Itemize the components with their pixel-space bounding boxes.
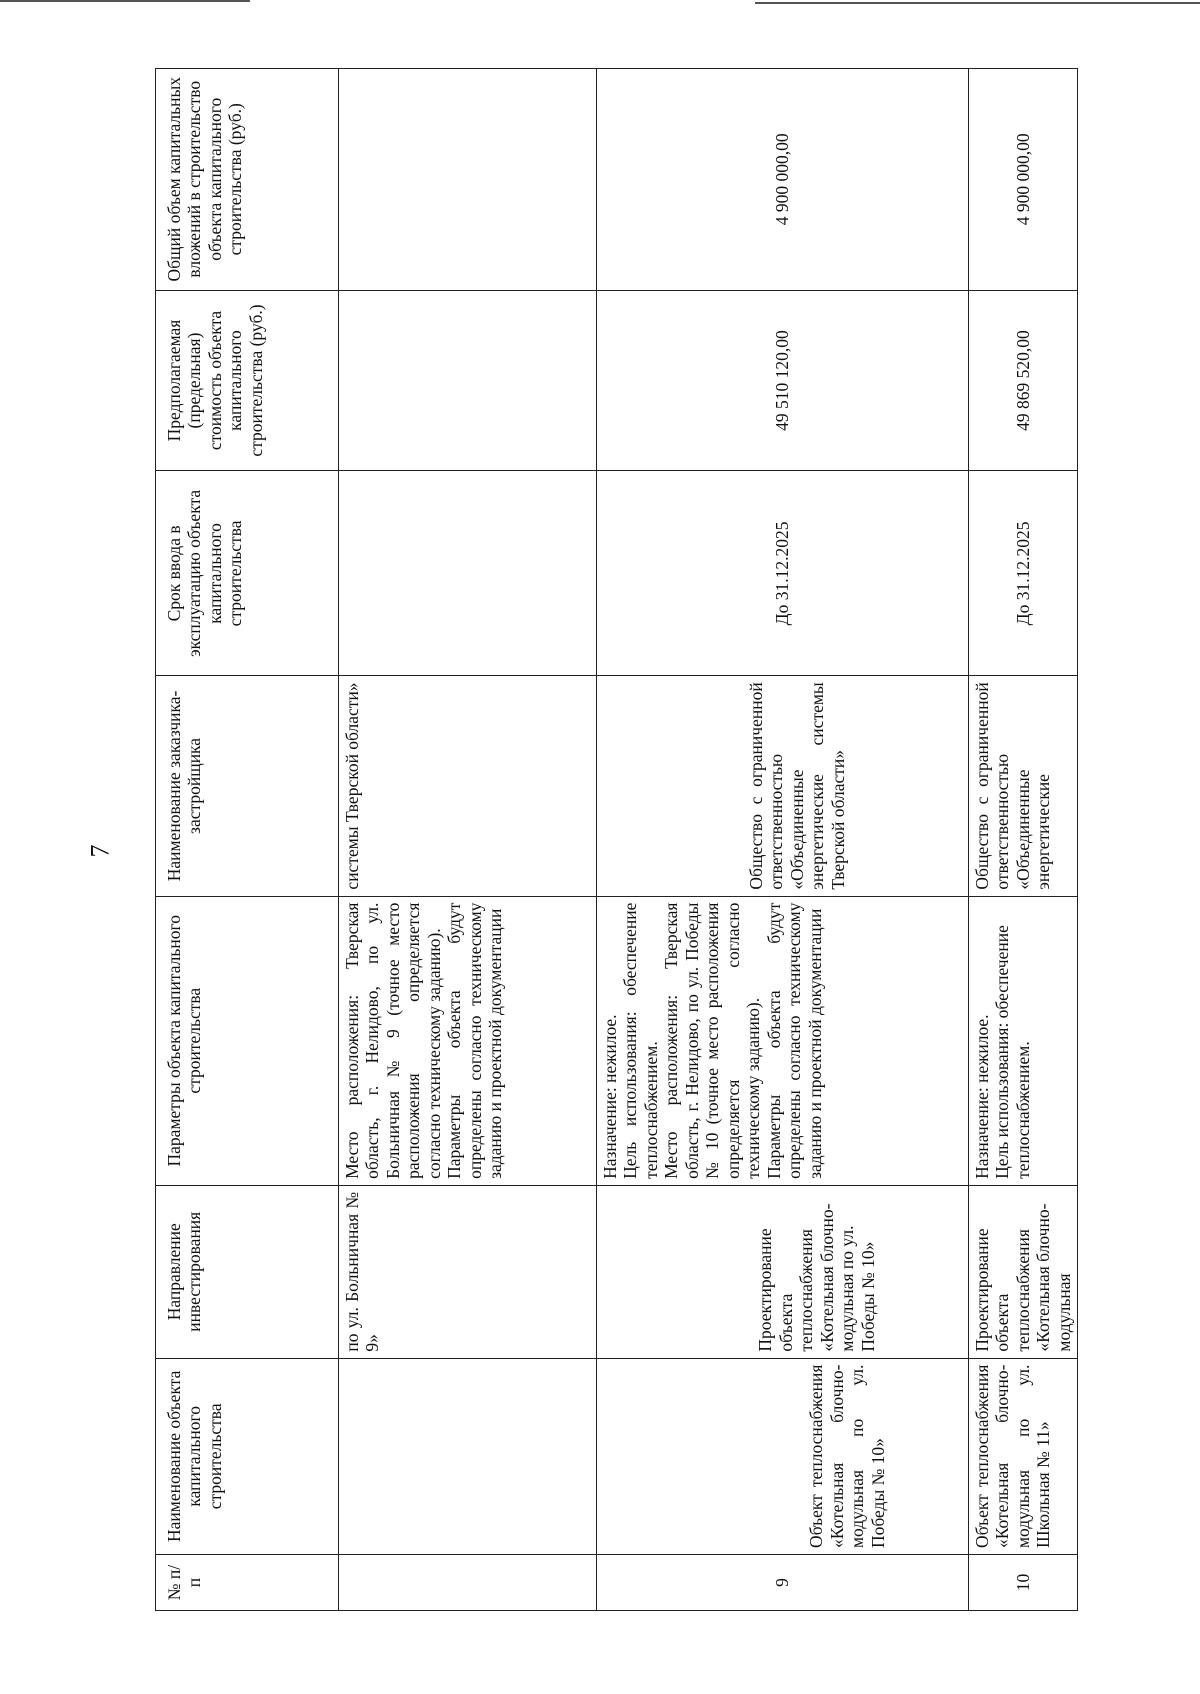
header-customer: Наименование заказчика-застройщика xyxy=(156,676,339,896)
cell-direction: по ул. Больничная № 9» xyxy=(339,1185,597,1358)
table-header-row xyxy=(156,69,339,1611)
scan-edge-line-right xyxy=(755,2,1200,4)
cell-num: 10 xyxy=(969,1555,1078,1611)
header-cost: Предполагаемая (предельная) стоимость объекта капитального строительства (руб.) xyxy=(156,290,339,471)
investment-table xyxy=(155,68,1078,1611)
params-line: Место расположения: Тверская область, г. Нелидово, по ул. Победы № 10 (точное место расположения определяется согласно техническому заданию). xyxy=(661,902,764,1179)
params-line: Цель использования: обеспечение теплоснабжением. xyxy=(992,925,1033,1179)
cell-total xyxy=(339,69,597,291)
cell-name: Объект теплоснабжения «Котельная блочно-модульная по ул. Победы № 10» xyxy=(597,1358,969,1554)
header-params: Параметры объекта капитального строительства xyxy=(156,896,339,1185)
params-line: Цель использования: обеспечение теплоснабжением. xyxy=(620,902,661,1179)
header-num: № п/п xyxy=(156,1555,339,1611)
scan-edge-line-left xyxy=(0,0,250,2)
header-name: Наименование объекта капитального строительства xyxy=(156,1358,339,1554)
params-line: Назначение: нежилое. xyxy=(972,1014,992,1179)
params-line: Место расположения: Тверская область, г. Нелидово, по ул. Больничная № 9 (точное место расположения определяется согласно техническому заданию). xyxy=(342,902,444,1179)
cell-customer: системы Тверской области» xyxy=(339,676,597,896)
header-total: Общий объем капитальных вложений в строительство объекта капитального строительства (руб.) xyxy=(156,69,339,291)
cell-term xyxy=(339,471,597,676)
params-line: Параметры объекта будут определены согласно техническому заданию и проектной документации xyxy=(763,902,825,1179)
params-line: Назначение: нежилое. xyxy=(600,1014,620,1179)
table-row-9 xyxy=(597,69,969,1611)
cell-cost xyxy=(339,290,597,471)
page-number: 7 xyxy=(85,844,115,858)
cell-term: До 31.12.2025 xyxy=(597,471,969,676)
header-term: Срок ввода в эксплуатацию объекта капитального строительства xyxy=(156,471,339,676)
cell-total: 4 900 000,00 xyxy=(597,69,969,291)
table-row-10 xyxy=(969,69,1078,1611)
cell-name xyxy=(339,1358,597,1554)
cell-cost: 49 869 520,00 xyxy=(969,290,1078,471)
cell-customer: Общество с ограниченной ответственностью «Объединенные энергетические xyxy=(969,676,1078,896)
cell-params xyxy=(339,896,597,1185)
cell-cost: 49 510 120,00 xyxy=(597,290,969,471)
cell-params xyxy=(969,896,1078,1185)
cell-num xyxy=(339,1555,597,1611)
cell-params xyxy=(597,896,969,1185)
cell-direction: Проектирование объекта теплоснабжения «Котельная блочно-модульная по ул. Победы № 10» xyxy=(597,1185,969,1358)
header-direction: Направление инвестирования xyxy=(156,1185,339,1358)
table-row-continuation xyxy=(339,69,597,1611)
cell-customer: Общество с ограниченной ответственностью «Объединенные энергетические системы Тверской области» xyxy=(597,676,969,896)
rotated-table-wrapper xyxy=(155,68,1074,1611)
cell-num: 9 xyxy=(597,1555,969,1611)
cell-total: 4 900 000,00 xyxy=(969,69,1078,291)
cell-direction: Проектирование объекта теплоснабжения «Котельная блочно-модульная xyxy=(969,1185,1078,1358)
cell-name: Объект теплоснабжения «Котельная блочно-модульная по ул. Школьная № 11» xyxy=(969,1358,1078,1554)
params-line: Параметры объекта будут определены согласно техническому заданию и проектной документации xyxy=(444,902,506,1179)
cell-term: До 31.12.2025 xyxy=(969,471,1078,676)
